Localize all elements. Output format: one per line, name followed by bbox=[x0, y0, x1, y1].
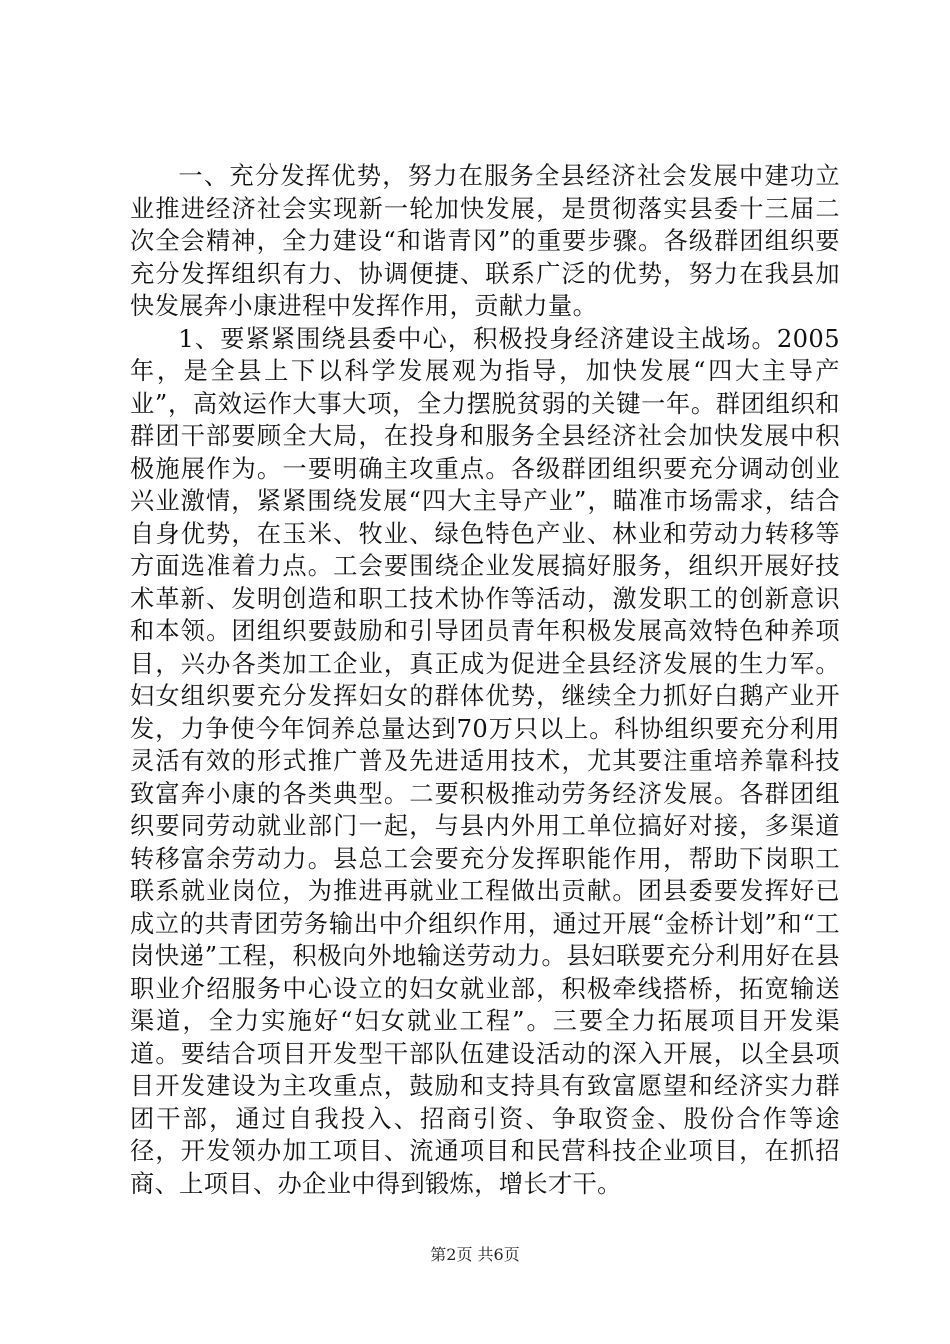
body-text bbox=[130, 160, 840, 1200]
paragraph-1: 一、充分发挥优势，努力在服务全县经济社会发展中建功立业推进经济社会实现新一轮加快发展，是贯彻落实县委十三届二次全会精神，全力建设“和谐青冈”的重要步骤。各级群团组织要充分发挥组织有力、协调便捷、联系广泛的优势，努力在我县加快发展奔小康进程中发挥作用，贡献力量。 bbox=[130, 162, 840, 320]
paragraph-2: 1、要紧紧围绕县委中心，积极投身经济建设主战场。2005年，是全县上下以科学发展观为指导，加快发展“四大主导产业”，高效运作大事大项，全力摆脱贫弱的关键一年。群团组织和群团干部要顾全大局，在投身和服务全县经济社会加快发展中积极施展作为。一要明确主攻重点。各级群团组织要充分调动创业兴业激情，紧紧围绕发展“四大主导产业”，瞄准市场需求，结合自身优势，在玉米、牧业、绿色特色产业、林业和劳动力转移等方面选准着力点。工会要围绕企业发展搞好服务，组织开展好技术革新、发明创造和职工技术协作等活动，激发职工的创新意识和本领。团组织要鼓励和引导团员青年积极发展高效特色种养项目，兴办各类加工企业，真正成为促进全县经济发展的生力军。妇女组织要充分发挥妇女的群体优势，继续全力抓好白鹅产业开发，力争使今年饲养总量达到70万只以上。科协组织要充分利用灵活有效的形式推广普及先进适用技术，尤其要注重培养靠科技致富奔小康的各类典型。二要积极推动劳务经济发展。各群团组织要同劳动就业部门一起，与县内外用工单位搞好对接，多渠道转移富余劳动力。县总工会要充分发挥职能作用，帮助下岗职工联系就业岗位，为推进再就业工程做出贡献。团县委要发挥好已成立的共青团劳务输出中介组织作用，通过开展“金桥计划”和“工岗快递”工程，积极向外地输送劳动力。县妇联要充分利用好在县职业介绍服务中心设立的妇女就业部，积极牵线搭桥，拓宽输送渠道，全力实施好“妇女就业工程”。三要全力拓展项目开发渠道。要结合项目开发型干部队伍建设活动的深入开展，以全县项目开发建设为主攻重点，鼓励和支持具有致富愿望和经济实力群团干部，通过自我投入、招商引资、争取资金、股份合作等途径，开发领办加工项目、流通项目和民营科技企业项目，在抓招商、上项目、办企业中得到锻炼，增长才干。 bbox=[130, 324, 840, 1198]
page-footer: 第2页 共6页 bbox=[430, 1245, 520, 1264]
